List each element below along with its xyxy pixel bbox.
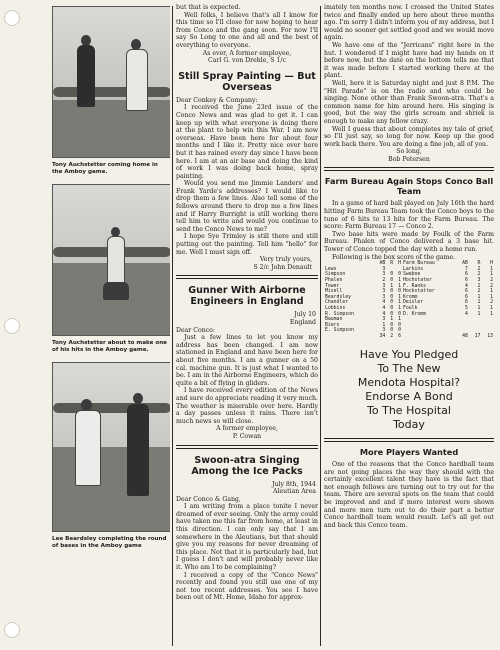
photo-column [52, 4, 170, 558]
box-score-cell: 3 [382, 289, 386, 295]
box-score-cell: 0 [398, 272, 401, 278]
pledge-line: To The New [377, 361, 441, 375]
article-text: Two base hits were made by Foulk of the Farm Bureau. Phalen of Conco delivered a 3 base hit. Tower of Conco topped the day with a home run. [324, 230, 494, 254]
box-score-cell: AB [462, 261, 468, 267]
binder-hole [4, 622, 20, 638]
column-rule [320, 6, 321, 646]
photo-caption: Tony Auchstetter coming home in the Amboy game. [52, 162, 158, 175]
box-score-cell: 5 [464, 305, 468, 311]
box-score-cell: F. Ranks [402, 283, 427, 289]
box-score-cell: 4 [382, 305, 386, 311]
article-text: I am writing from a place tonite I never dreamed of ever seeing. Only the army could have taken me this far from home, at least in this direction. I can only say that I am somewhere in the Aleutians, but that should give you my reasons for never dreaming of this place. Not that it is particularly bad, but I guess I don't and will probably never like it. Who am I to be complaining? [176, 503, 318, 572]
box-score-cell: 3 [382, 266, 386, 272]
box-score-cell: Beardsley [325, 294, 351, 300]
box-score-total [324, 334, 494, 340]
box-score-cell: 1 [477, 311, 481, 317]
signature: A former employee, [216, 425, 278, 433]
article-text: Well I guess that about completes my tale of grief, so I'll just say, so long for now. Keep up the good work back there. You are doing a fine job, all of you. [324, 125, 494, 148]
box-score-cell: 1 [390, 283, 394, 289]
salutation: Dear Conco & Gang, [176, 495, 241, 503]
box-score-cell: 1 [390, 317, 394, 323]
box-score-cell: 1 [490, 294, 493, 300]
box-score-cell: 3 [382, 294, 386, 300]
signature: As ever, A former employee, [202, 49, 292, 57]
dateline: Aleutian Area [273, 488, 316, 496]
box-score-cell: 2 [390, 333, 394, 339]
box-score-cell: 7 [464, 266, 468, 272]
pledge-line: Have You Pledged [359, 347, 459, 361]
middle-column [176, 4, 318, 602]
pledge-line: To The Hospital [367, 403, 451, 417]
box-score-cell: R. Simpson [325, 311, 354, 317]
box-score-cell: 2 [490, 278, 493, 283]
box-score-cell: 1 [398, 283, 401, 289]
box-score-cell: 1 [490, 289, 493, 295]
article-text: I have received every edition of the News and sure do appreciate reading it very much. The weather is miserable over here. Hardly a day passes unless it rains. There isn't much news so will close. [176, 387, 318, 425]
box-score-cell: 4 [464, 311, 468, 317]
box-score-cell: R [477, 261, 481, 267]
box-score-cell: 1 [398, 294, 401, 300]
article-text: In a game of hard ball played on July 16th the hard hitting Farm Bureau Team took the Conco boys to the tune of 6 hits to 13 hits for the Farm Bureau. The score: Farm Bureau 17 — Conco 2. [324, 200, 494, 231]
signature: So long, [396, 148, 422, 156]
dateline: July 10 [294, 311, 316, 319]
photo-caption: Tony Auchstetter about to make one of his hits in the Amboy game. [52, 340, 167, 353]
signature: Bob Petersen [388, 155, 430, 163]
article-headline: Gunner With Airborne Engineers in England [188, 285, 306, 308]
divider [176, 275, 318, 279]
box-score-cell: Larkins [402, 266, 424, 272]
box-score-cell: 48 [462, 333, 468, 339]
box-score-cell: 0 [398, 289, 401, 295]
box-score-cell: 1 [490, 305, 493, 311]
box-score-cell: 2 [490, 283, 493, 289]
box-score-cell: 0 [390, 278, 394, 283]
article-headline: Farm Bureau Again Stops Conco Ball Team [324, 176, 494, 196]
article-headline: More Players Wanted [359, 446, 459, 457]
box-score-cell: Biers [325, 322, 340, 328]
baseball-photo [52, 362, 170, 532]
article-headline: Still Spray Painting — But Overseas [178, 70, 316, 93]
article-text: Following is the box score of the game. [332, 253, 456, 261]
box-score-cell: 1 [398, 278, 401, 283]
article-text: imately ten months now. I crossed the United States twice and finally ended up here about three months ago. I'm sorry I didn't inform you of my address, but I would no sooner get settled good and we would move again. [324, 4, 494, 42]
box-score-table [324, 261, 494, 339]
box-score-cell: 1 [398, 317, 401, 323]
article-text: but that is expected. [176, 4, 241, 11]
box-score-cell: 0 [398, 328, 401, 334]
signature: Very truly yours, [259, 256, 312, 264]
box-score-cell: 2 [477, 266, 481, 272]
pledge-line: Endorse A Bond [365, 389, 453, 403]
pledge-line: Today [393, 417, 425, 431]
signature: P. Cowan [232, 432, 262, 440]
box-score-cell: Tower [325, 283, 340, 289]
box-score-cell [402, 334, 456, 340]
box-score-cell: 3 [382, 272, 386, 278]
article-text: I hope Sye Trimley is still there and still putting out the painting. Tell him "hello" for me. Well I must sign off. [176, 233, 318, 256]
box-score-cell: 3 [382, 317, 386, 323]
article-headline: Swoon-atra Singing Among the Ice Packs [191, 454, 303, 477]
box-score-cell: Simpson [325, 272, 346, 278]
box-score-cell: 6 [464, 294, 468, 300]
signature: S 2/c John Denault [253, 263, 312, 271]
box-score-cell: 0 [390, 328, 394, 334]
box-score-cell: 0 [390, 272, 394, 278]
binder-hole [4, 10, 20, 26]
signature: Carl G. von Drehle, S 1/c [208, 57, 286, 65]
box-score-cell: 0 [398, 322, 401, 328]
box-score-cell: Hochstater [402, 278, 432, 283]
box-score-cell: 6 [398, 333, 401, 339]
box-score-cell: 1 [398, 300, 401, 306]
box-score-cell: 2 [477, 272, 481, 278]
box-score-cell: R [390, 261, 394, 267]
dateline: July 8th, 1944 [272, 480, 316, 488]
divider [324, 167, 494, 171]
column-rule [172, 6, 173, 646]
article-text: Just a few lines to let you know my address has been changed. I am now stationed in England and have been here for about five months. I am a gunner on a 50 cal. machine gun. It is just what I wanted to be. I am in the Airborne Engineers, which do quite a bit of flying in gliders. [176, 334, 318, 387]
box-score-cell: 1 [382, 322, 386, 328]
box-score-cell: 1 [490, 311, 493, 317]
article-text: We have one of the "Jerricans" right here in the hut. I wondered if I might have had my hands on it before now, but the date on the bottom tells me that it was made before I started working there at the plant. [324, 41, 494, 80]
box-score-cell: Deisler [402, 300, 424, 306]
box-score-cell: 17 [474, 333, 481, 339]
article-text: I received the June 23rd issue of the Conco News and was glad to get it. I can keep up with what everyone is doing there at the plant to help win this War. I am now overseas. Have been here for about four months and I like it. Pretty nice over here but it has rained every day since I have been here. I am at an air base and doing the kind of work I was doing back home, spray painting. [176, 104, 318, 180]
binder-hole [4, 318, 20, 334]
box-score-cell: 1 [477, 294, 481, 300]
box-score-cell: H [490, 261, 493, 267]
article-text: Well folks, I believe that's all I know for this time so I'll close for now hoping to hear from Conco and the gang soon. For now I'll say So Long to one and all and the best of everything to everyone. [176, 11, 318, 49]
box-score-cell: 1 [490, 266, 493, 272]
box-score-cell: Lobbins [325, 305, 346, 311]
right-column [324, 4, 494, 529]
article-text: Would you send me Jimmie Landers' and Frank Yarde's addresses? I would like to drop them a few lines. Also tell some of the fellows around there to drop me a few lines and if Harry Burright is still working there tell him to write and would you continue to send the Conco News to me? [176, 180, 318, 233]
box-score-cell: 2 [382, 278, 386, 283]
box-score-cell: 34 [379, 333, 386, 339]
box-score-cell: 6 [464, 272, 468, 278]
dateline: England [289, 319, 316, 326]
box-score-cell: 4 [382, 300, 386, 306]
box-score-cell: 0 [390, 311, 394, 317]
box-score-cell: 13 [487, 333, 493, 339]
box-score-cell: 3 [382, 283, 386, 289]
box-score-cell: Kromm [402, 294, 418, 300]
box-score-cell: Misell [325, 289, 343, 295]
box-score-cell: Foulk [402, 305, 418, 311]
pledge-line: Mendota Hospital? [357, 375, 461, 389]
box-score-cell: 0 [390, 289, 394, 295]
box-score-cell: 0 [398, 311, 401, 317]
box-score-cell: AB [379, 261, 386, 267]
box-score-cell: Chandler [325, 300, 349, 306]
box-score-cell: 6 [464, 300, 468, 306]
box-score-cell: 0 [390, 305, 394, 311]
article-text: One of the reasons that the Conco hardball team are not going places the way they should with the certainly excellent talent they have is the fact that not enough fellows are turning out to try out for the team. There are several spots on the team that could be improved and and if more interest were shown and more men turn out to do their part a better Conco hardball team would result. Let's all get out and back this Conco team. [324, 461, 494, 529]
box-score-cell: D. Kromm [402, 311, 427, 317]
box-score-cell: 0 [390, 294, 394, 300]
article-text: I received a copy of the "Conco News" recently and found you still use one of my not too recent addresses. You see I have been out of Mt. Home, Idaho for approx- [176, 571, 318, 602]
box-score-cell: H [398, 261, 401, 267]
box-score-cell: 2 [477, 289, 481, 295]
box-score-cell: 1 [490, 272, 493, 278]
baseball-photo [52, 184, 170, 336]
box-score-cell: 2 [477, 283, 481, 289]
pledge-notice [324, 348, 494, 432]
box-score-cell: 3 [477, 278, 481, 283]
box-score-cell: 3 [382, 328, 386, 334]
box-score-cell: Farm Bureau [402, 261, 435, 267]
box-score-cell: 1 [477, 305, 481, 311]
box-score-cell: 2 [490, 300, 493, 306]
box-score-cell: 1 [477, 300, 481, 306]
salutation: Dear Conco: [176, 326, 215, 334]
salutation: Dear Conkey & Company: [176, 96, 258, 104]
box-score-cell: Lews [325, 266, 337, 272]
box-score-cell: Phalen [325, 278, 343, 283]
box-score-cell: 4 [464, 283, 468, 289]
divider [176, 445, 318, 449]
box-score-cell: Bauman [325, 317, 343, 323]
article-text: Well, here it is Saturday night and just 8 P.M. The "Hit Parade" is on the radio and who could be singing. None other than Frank Swoon-atra. That's a common name for him around here. His singing is good, but the way the girls scream and shriek is enough to make any fellow crazy. [324, 79, 494, 125]
box-score-cell: E. Simpson [325, 328, 354, 334]
box-score-cell: Hockstatter [402, 289, 435, 295]
baseball-photo [52, 6, 170, 158]
box-score-cell: 1 [398, 305, 401, 311]
box-score-cell: Swaboe [402, 272, 421, 278]
box-score-cell: 6 [464, 278, 468, 283]
box-score-cell: 0 [390, 300, 394, 306]
box-score-cell: 6 [464, 289, 468, 295]
box-score-cell: 4 [382, 311, 386, 317]
divider [324, 438, 494, 442]
box-score-cell [324, 334, 374, 340]
box-score-cell: 0 [390, 322, 394, 328]
photo-caption: Lee Beardsley completing the round of bases in the Amboy game [52, 536, 167, 549]
